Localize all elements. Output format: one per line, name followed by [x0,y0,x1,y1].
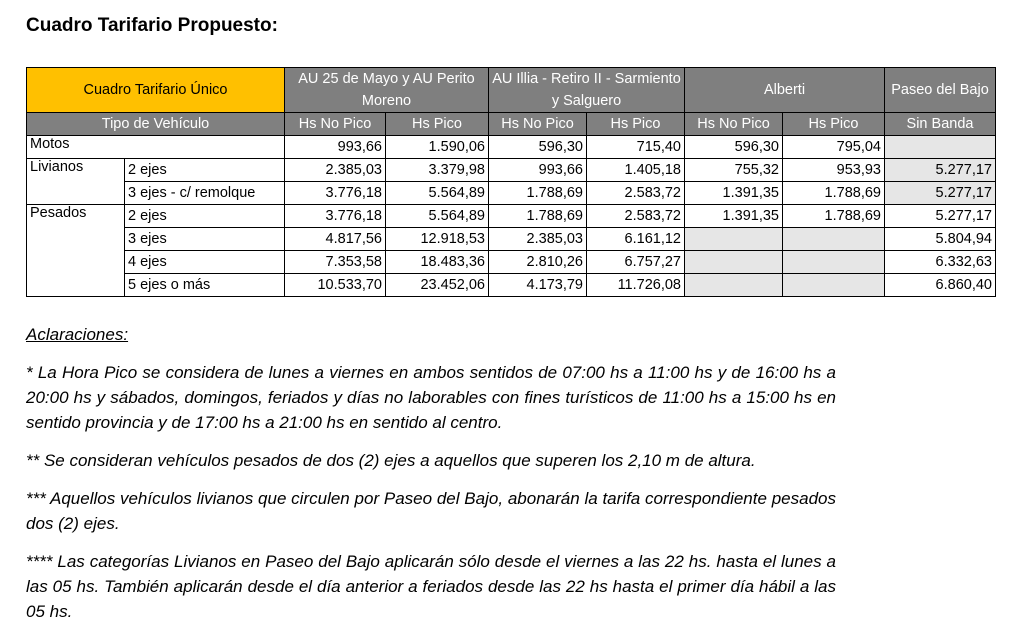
value-cell: 3.379,98 [386,159,489,182]
group-header-au25: AU 25 de Mayo y AU Perito Moreno [285,68,489,113]
value-cell: 4.817,56 [285,228,386,251]
category-cell: Pesados [27,205,125,297]
value-cell [685,228,783,251]
value-cell: 755,32 [685,159,783,182]
value-cell [885,136,996,159]
value-cell: 5.804,94 [885,228,996,251]
note-item: ** Se consideran vehículos pesados de dos (2) ejes a aquellos que superen los 2,10 m de altura. [26,451,756,470]
group-header-alberti: Alberti [685,68,885,113]
value-cell: 5.277,17 [885,182,996,205]
table-row [27,251,996,274]
value-cell [783,274,885,297]
value-cell: 1.788,69 [489,182,587,205]
value-cell: 1.405,18 [587,159,685,182]
sub-header: Hs No Pico [489,113,587,136]
value-cell: 715,40 [587,136,685,159]
value-cell: 795,04 [783,136,885,159]
value-cell: 953,93 [783,159,885,182]
value-cell: 4.173,79 [489,274,587,297]
sub-header: Hs Pico [587,113,685,136]
value-cell: 3.776,18 [285,182,386,205]
notes-section [26,322,836,637]
category-cell: Livianos [27,159,125,205]
value-cell [783,228,885,251]
group-header-paseo: Paseo del Bajo [885,68,996,113]
note-item: * La Hora Pico se considera de lunes a viernes en ambos sentidos de 07:00 hs a 11:00 hs y de 16:00 hs a 20:00 hs y sábados, domingos, feriados y días no laborables con fines turísticos de 11:00 hs a 15:00 hs en sentido provincia y de 17:00 hs a 21:00 hs en sentido al centro. [26,363,836,432]
value-cell: 596,30 [489,136,587,159]
table-row [27,136,996,159]
category-cell: Motos [27,136,285,159]
note-item: *** Aquellos vehículos livianos que circulen por Paseo del Bajo, abonarán la tarifa correspondiente pesados dos (2) ejes. [26,489,836,533]
value-cell: 596,30 [685,136,783,159]
page-title: Cuadro Tarifario Propuesto: [26,15,278,36]
rate-table [26,67,996,297]
value-cell: 2.583,72 [587,205,685,228]
sub-header: Hs Pico [386,113,489,136]
value-cell: 23.452,06 [386,274,489,297]
value-cell: 18.483,36 [386,251,489,274]
value-cell: 5.277,17 [885,205,996,228]
value-cell: 5.564,89 [386,182,489,205]
axles-cell: 4 ejes [125,251,285,274]
value-cell [783,251,885,274]
notes-heading: Aclaraciones: [26,325,129,344]
value-cell: 12.918,53 [386,228,489,251]
value-cell: 6.860,40 [885,274,996,297]
table-row [27,274,996,297]
value-cell: 2.583,72 [587,182,685,205]
group-header-illia: AU Illia - Retiro II - Sarmiento y Salguero [489,68,685,113]
sub-header: Sin Banda [885,113,996,136]
value-cell: 2.385,03 [285,159,386,182]
value-cell: 1.788,69 [489,205,587,228]
value-cell [685,251,783,274]
sub-header: Hs No Pico [285,113,386,136]
value-cell: 1.788,69 [783,205,885,228]
axles-cell: 2 ejes [125,205,285,228]
axles-cell: 3 ejes [125,228,285,251]
value-cell: 6.757,27 [587,251,685,274]
table-row [27,182,996,205]
sub-header: Hs Pico [783,113,885,136]
corner-header: Cuadro Tarifario Único [27,68,285,113]
value-cell: 5.564,89 [386,205,489,228]
axles-cell: 2 ejes [125,159,285,182]
value-cell: 7.353,58 [285,251,386,274]
value-cell: 11.726,08 [587,274,685,297]
value-cell: 1.788,69 [783,182,885,205]
sub-header: Hs No Pico [685,113,783,136]
value-cell: 1.391,35 [685,182,783,205]
table-row [27,205,996,228]
value-cell [685,274,783,297]
value-cell: 6.332,63 [885,251,996,274]
note-item: **** Las categorías Livianos en Paseo del Bajo aplicarán sólo desde el viernes a las 22 hs. hasta el lunes a las 05 hs. También aplicarán desde el día anterior a feriados desde las 22 hs hasta el primer día hábil a las 05 hs. [26,552,836,621]
table-row [27,159,996,182]
value-cell: 993,66 [489,159,587,182]
value-cell: 993,66 [285,136,386,159]
value-cell: 3.776,18 [285,205,386,228]
vehicle-type-header: Tipo de Vehículo [27,113,285,136]
value-cell: 5.277,17 [885,159,996,182]
value-cell: 1.590,06 [386,136,489,159]
axles-cell: 5 ejes o más [125,274,285,297]
value-cell: 6.161,12 [587,228,685,251]
value-cell: 10.533,70 [285,274,386,297]
axles-cell: 3 ejes - c/ remolque [125,182,285,205]
value-cell: 1.391,35 [685,205,783,228]
table-row [27,228,996,251]
value-cell: 2.385,03 [489,228,587,251]
value-cell: 2.810,26 [489,251,587,274]
